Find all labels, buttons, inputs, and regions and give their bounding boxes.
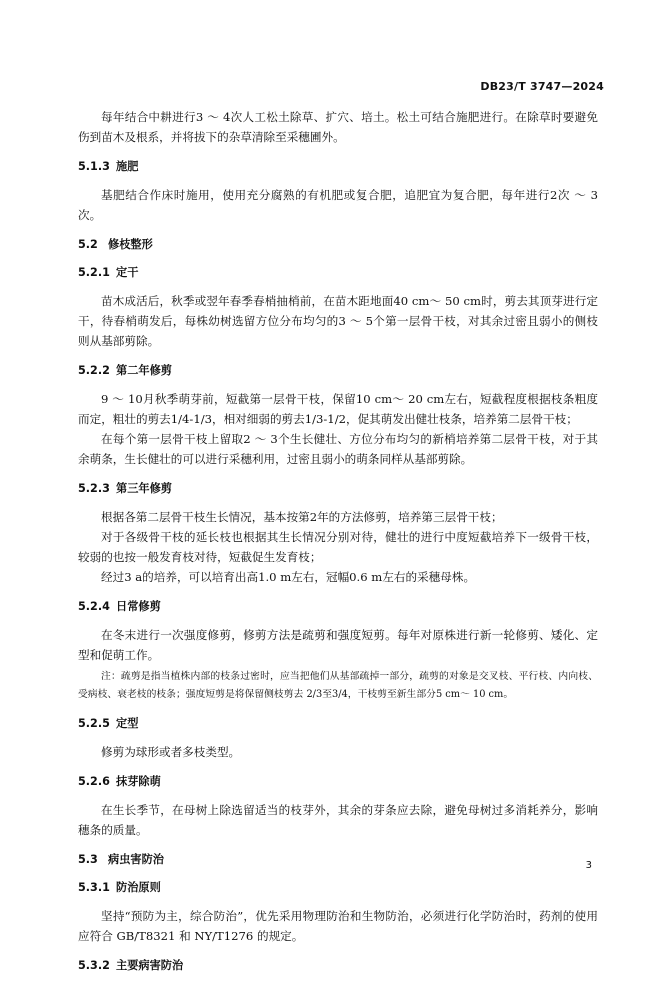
paragraph-third-year-1: 根据各第二层骨干枝生长情况，基本按第2年的方法修剪，培养第三层骨干枝； xyxy=(101,510,503,524)
paragraph-third-year-3: 经过3 a的培养，可以培育出高1.0 m左右，冠幅0.6 m左右的采穗母株。 xyxy=(101,570,476,584)
heading-5-3-2 xyxy=(78,958,598,974)
heading-title: 日常修剪 xyxy=(116,600,161,613)
heading-title: 第三年修剪 xyxy=(116,482,172,495)
heading-number: 5.2.3 xyxy=(78,482,110,495)
heading-title: 施肥 xyxy=(116,160,139,173)
paragraph-fertilize: 基肥结合作床时施用，使用充分腐熟的有机肥或复合肥，追肥宜为复合肥，每年进行2次 ～ 3次。 xyxy=(78,188,598,222)
heading-5-2 xyxy=(78,237,598,253)
paragraph-daily-pruning: 在冬末进行一次强度修剪，修剪方法是疏剪和强度短剪。每年对原株进行新一轮修剪、矮化、定型和促萌工作。 xyxy=(78,628,598,662)
heading-number: 5.3.1 xyxy=(78,881,110,894)
heading-number: 5.2.1 xyxy=(78,266,110,279)
heading-5-2-6 xyxy=(78,774,598,790)
heading-title: 病虫害防治 xyxy=(108,853,164,866)
paragraph-second-year-2: 在每个第一层骨干枝上留取2 ～ 3个生长健壮、方位分布均匀的新梢培养第二层骨干枝，对于其余萌条，生长健壮的可以进行采穗利用，过密且弱小的萌条同样从基部剪除。 xyxy=(78,432,598,466)
heading-5-2-3 xyxy=(78,481,598,497)
heading-title: 第二年修剪 xyxy=(116,364,172,377)
heading-number: 5.2.4 xyxy=(78,600,110,613)
paragraph-dinggan: 苗木成活后，秋季或翌年春季春梢抽梢前，在苗木距地面40 cm～ 50 cm时，剪去其顶芽进行定干，待春梢萌发后，每株幼树选留方位分布均匀的3 ～ 5个第一层骨干枝，对其余过密且弱小的侧枝则从基部剪除。 xyxy=(78,294,598,348)
paragraph-control-principle: 坚持“预防为主，综合防治”，优先采用物理防治和生物防治，必须进行化学防治时，药剂的使用应符合 GB/T8321 和 NY/T1276 的规定。 xyxy=(78,909,598,943)
heading-title: 主要病害防治 xyxy=(116,959,184,972)
heading-5-1-3 xyxy=(78,159,598,175)
page-number: 3 xyxy=(585,860,592,871)
heading-title: 修枝整形 xyxy=(108,238,153,251)
paragraph-bud-removal: 在生长季节，在母树上除选留适当的枝芽外，其余的芽条应去除，避免母树过多消耗养分，影响穗条的质量。 xyxy=(78,803,598,837)
heading-5-2-1 xyxy=(78,265,598,281)
heading-number: 5.2.6 xyxy=(78,775,110,788)
heading-title: 防治原则 xyxy=(116,881,161,894)
paragraph-shape: 修剪为球形或者多枝类型。 xyxy=(101,745,241,759)
heading-5-2-2 xyxy=(78,363,598,379)
paragraph-weeding: 每年结合中耕进行3 ～ 4次人工松土除草、扩穴、培土。松土可结合施肥进行。在除草时要避免伤到苗木及根系，并将拔下的杂草清除至采穗圃外。 xyxy=(78,110,598,144)
heading-5-3 xyxy=(78,852,598,868)
heading-5-3-1 xyxy=(78,880,598,896)
heading-number: 5.3 xyxy=(78,853,98,866)
heading-number: 5.3.2 xyxy=(78,959,110,972)
document-code: DB23/T 3747—2024 xyxy=(480,80,604,93)
heading-number: 5.1.3 xyxy=(78,160,110,173)
heading-5-2-4 xyxy=(78,599,598,615)
heading-title: 定干 xyxy=(116,266,139,279)
heading-title: 定型 xyxy=(116,717,139,730)
document-body xyxy=(78,107,598,984)
heading-title: 抹芽除萌 xyxy=(116,775,161,788)
paragraph-third-year-2: 对于各级骨干枝的延长枝也根据其生长情况分别对待，健壮的进行中度短截培养下一级骨干枝，较弱的也按一般发育枝对待，短截促生发育枝； xyxy=(78,530,598,564)
paragraph-second-year-1: 9 ～ 10月秋季萌芽前，短截第一层骨干枝，保留10 cm～ 20 cm左右，短截程度根据枝条粗度而定，粗壮的剪去1/4-1/3，相对细弱的剪去1/3-1/2，促其萌发出健壮枝条，培养第二层骨干枝； xyxy=(78,392,598,426)
heading-5-2-5 xyxy=(78,716,598,732)
note: 注：疏剪是指当植株内部的枝条过密时，应当把他们从基部疏掉一部分，疏剪的对象是交叉枝、平行枝、内向枝、受病枝、衰老枝的枝条；强度短剪是将保留侧枝剪去 2/3至3/4，干枝剪至新生部分5 cm～ 10 cm。 xyxy=(78,671,598,700)
heading-number: 5.2 xyxy=(78,238,98,251)
heading-number: 5.2.5 xyxy=(78,717,110,730)
heading-number: 5.2.2 xyxy=(78,364,110,377)
